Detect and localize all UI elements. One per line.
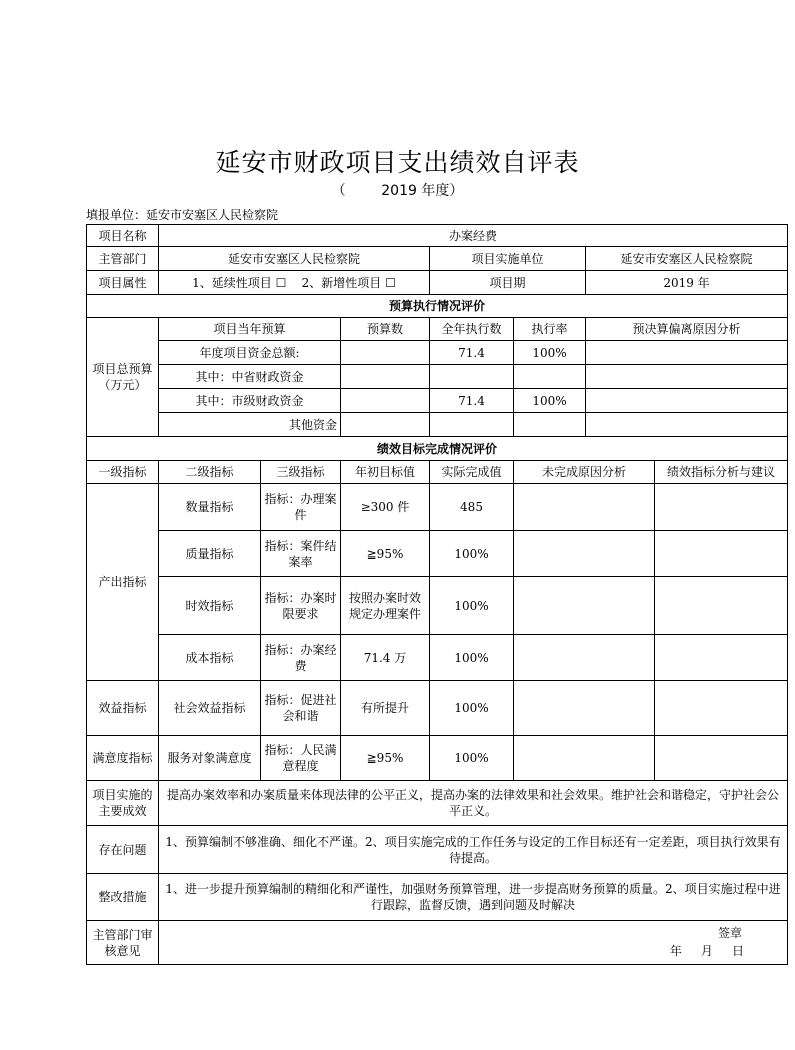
attribute-value: 1、延续性项目 ☐ 2、新增性项目 ☐ bbox=[159, 271, 430, 295]
budget-header: 全年执行数 bbox=[430, 318, 514, 341]
problems-label: 存在问题 bbox=[87, 826, 159, 874]
budget-section-title: 预算执行情况评价 bbox=[87, 295, 788, 318]
indicator-row bbox=[87, 577, 788, 635]
level2-indicator: 服务对象满意度 bbox=[159, 736, 261, 781]
level3-indicator: 指标：案件结案率 bbox=[261, 531, 341, 577]
incomplete-reason bbox=[514, 577, 655, 635]
executed-amount bbox=[430, 413, 514, 437]
period-label: 项目期 bbox=[430, 271, 586, 295]
deviation-reason bbox=[586, 389, 788, 413]
project-name-value: 办案经费 bbox=[159, 225, 788, 247]
report-year: （ 2019 年度） bbox=[331, 183, 464, 199]
fixes-label: 整改措施 bbox=[87, 874, 159, 921]
project-name-row bbox=[87, 225, 788, 247]
actual-value: 485 bbox=[430, 484, 514, 531]
indicator-row bbox=[87, 681, 788, 736]
budget-header-row bbox=[87, 318, 788, 341]
analysis-suggestion bbox=[655, 531, 788, 577]
deviation-reason bbox=[586, 365, 788, 389]
level2-indicator: 时效指标 bbox=[159, 577, 261, 635]
incomplete-reason bbox=[514, 681, 655, 736]
indicator-row bbox=[87, 736, 788, 781]
incomplete-reason bbox=[514, 484, 655, 531]
indicator-row bbox=[87, 635, 788, 681]
review-content bbox=[159, 921, 788, 965]
results-label: 项目实施的主要成效 bbox=[87, 781, 159, 826]
budget-item-name: 其中：中省财政资金 bbox=[159, 365, 341, 389]
level2-indicator: 社会效益指标 bbox=[159, 681, 261, 736]
department-row bbox=[87, 247, 788, 271]
problems-text: 1、预算编制不够准确、细化不严谨。2、项目实施完成的工作任务与设定的工作目标还有一定差距，项目执行效果有待提高。 bbox=[159, 826, 788, 874]
indicator-row bbox=[87, 531, 788, 577]
attribute-row bbox=[87, 271, 788, 295]
level3-indicator: 指标：办理案件 bbox=[261, 484, 341, 531]
budget-amount bbox=[341, 341, 430, 365]
executed-amount: 71.4 bbox=[430, 389, 514, 413]
deviation-reason bbox=[586, 413, 788, 437]
fixes-row bbox=[87, 874, 788, 921]
budget-item-name: 其中：市级财政资金 bbox=[159, 389, 341, 413]
performance-header: 三级指标 bbox=[261, 461, 341, 484]
incomplete-reason bbox=[514, 635, 655, 681]
actual-value: 100% bbox=[430, 531, 514, 577]
review-label: 主管部门审核意见 bbox=[87, 921, 159, 965]
budget-row bbox=[87, 341, 788, 365]
budget-header: 预决算偏离原因分析 bbox=[586, 318, 788, 341]
budget-section-row bbox=[87, 295, 788, 318]
budget-header: 项目当年预算 bbox=[159, 318, 341, 341]
analysis-suggestion bbox=[655, 681, 788, 736]
level3-indicator: 指标：办案时限要求 bbox=[261, 577, 341, 635]
performance-header: 未完成原因分析 bbox=[514, 461, 655, 484]
evaluation-table bbox=[86, 224, 788, 965]
budget-row bbox=[87, 389, 788, 413]
fixes-text: 1、进一步提升预算编制的精细化和严谨性，加强财务预算管理，进一步提高财务预算的质量。2、项目实施过程中进行跟踪，监督反馈，遇到问题及时解决 bbox=[159, 874, 788, 921]
output-indicator-label: 产出指标 bbox=[87, 484, 159, 681]
analysis-suggestion bbox=[655, 635, 788, 681]
performance-section-title: 绩效目标完成情况评价 bbox=[87, 437, 788, 461]
performance-header: 年初目标值 bbox=[341, 461, 430, 484]
level2-indicator: 成本指标 bbox=[159, 635, 261, 681]
attribute-label: 项目属性 bbox=[87, 271, 159, 295]
target-value: 按照办案时效规定办理案件 bbox=[341, 577, 430, 635]
executed-amount bbox=[430, 365, 514, 389]
actual-value: 100% bbox=[430, 736, 514, 781]
level3-indicator: 指标：促进社会和谐 bbox=[261, 681, 341, 736]
target-value: ≧95% bbox=[341, 736, 430, 781]
actual-value: 100% bbox=[430, 635, 514, 681]
execution-rate: 100% bbox=[514, 389, 586, 413]
target-value: 71.4 万 bbox=[341, 635, 430, 681]
budget-row bbox=[87, 365, 788, 389]
analysis-suggestion bbox=[655, 736, 788, 781]
budget-amount bbox=[341, 365, 430, 389]
performance-header: 实际完成值 bbox=[430, 461, 514, 484]
indicator-row bbox=[87, 484, 788, 531]
seal-label: 签章 bbox=[717, 925, 742, 940]
level3-indicator: 指标：办案经费 bbox=[261, 635, 341, 681]
period-value: 2019 年 bbox=[586, 271, 788, 295]
incomplete-reason bbox=[514, 531, 655, 577]
results-row bbox=[87, 781, 788, 826]
actual-value: 100% bbox=[430, 681, 514, 736]
execution-rate bbox=[514, 413, 586, 437]
problems-row bbox=[87, 826, 788, 874]
review-date: 年 月 日 bbox=[669, 943, 744, 958]
implementing-unit-label: 项目实施单位 bbox=[430, 247, 586, 271]
budget-row bbox=[87, 413, 788, 437]
budget-amount bbox=[341, 413, 430, 437]
performance-header-row bbox=[87, 461, 788, 484]
budget-header: 预算数 bbox=[341, 318, 430, 341]
budget-item-name: 年度项目资金总额: bbox=[159, 341, 341, 365]
deviation-reason bbox=[586, 341, 788, 365]
reporting-unit: 填报单位：延安市安塞区人民检察院 bbox=[86, 208, 279, 222]
analysis-suggestion bbox=[655, 577, 788, 635]
satisfaction-indicator-label: 满意度指标 bbox=[87, 736, 159, 781]
implementing-unit-value: 延安市安塞区人民检察院 bbox=[586, 247, 788, 271]
execution-rate: 100% bbox=[514, 341, 586, 365]
department-label: 主管部门 bbox=[87, 247, 159, 271]
review-row bbox=[87, 921, 788, 965]
execution-rate bbox=[514, 365, 586, 389]
target-value: 有所提升 bbox=[341, 681, 430, 736]
department-value: 延安市安塞区人民检察院 bbox=[159, 247, 430, 271]
incomplete-reason bbox=[514, 736, 655, 781]
level3-indicator: 指标：人民满意程度 bbox=[261, 736, 341, 781]
total-budget-label: 项目总预算（万元） bbox=[87, 318, 159, 437]
performance-header: 一级指标 bbox=[87, 461, 159, 484]
project-name-label: 项目名称 bbox=[87, 225, 159, 247]
results-text: 提高办案效率和办案质量来体现法律的公平正义，提高办案的法律效果和社会效果。维护社会和谐稳定，守护社会公平正义。 bbox=[159, 781, 788, 826]
target-value: ≥300 件 bbox=[341, 484, 430, 531]
budget-header: 执行率 bbox=[514, 318, 586, 341]
benefit-indicator-label: 效益指标 bbox=[87, 681, 159, 736]
level2-indicator: 质量指标 bbox=[159, 531, 261, 577]
budget-item-name: 其他资金 bbox=[159, 413, 341, 437]
target-value: ≧95% bbox=[341, 531, 430, 577]
performance-section-row bbox=[87, 437, 788, 461]
budget-amount bbox=[341, 389, 430, 413]
analysis-suggestion bbox=[655, 484, 788, 531]
performance-header: 绩效指标分析与建议 bbox=[655, 461, 788, 484]
actual-value: 100% bbox=[430, 577, 514, 635]
page-title: 延安市财政项目支出绩效自评表 bbox=[215, 148, 580, 177]
executed-amount: 71.4 bbox=[430, 341, 514, 365]
level2-indicator: 数量指标 bbox=[159, 484, 261, 531]
performance-header: 二级指标 bbox=[159, 461, 261, 484]
